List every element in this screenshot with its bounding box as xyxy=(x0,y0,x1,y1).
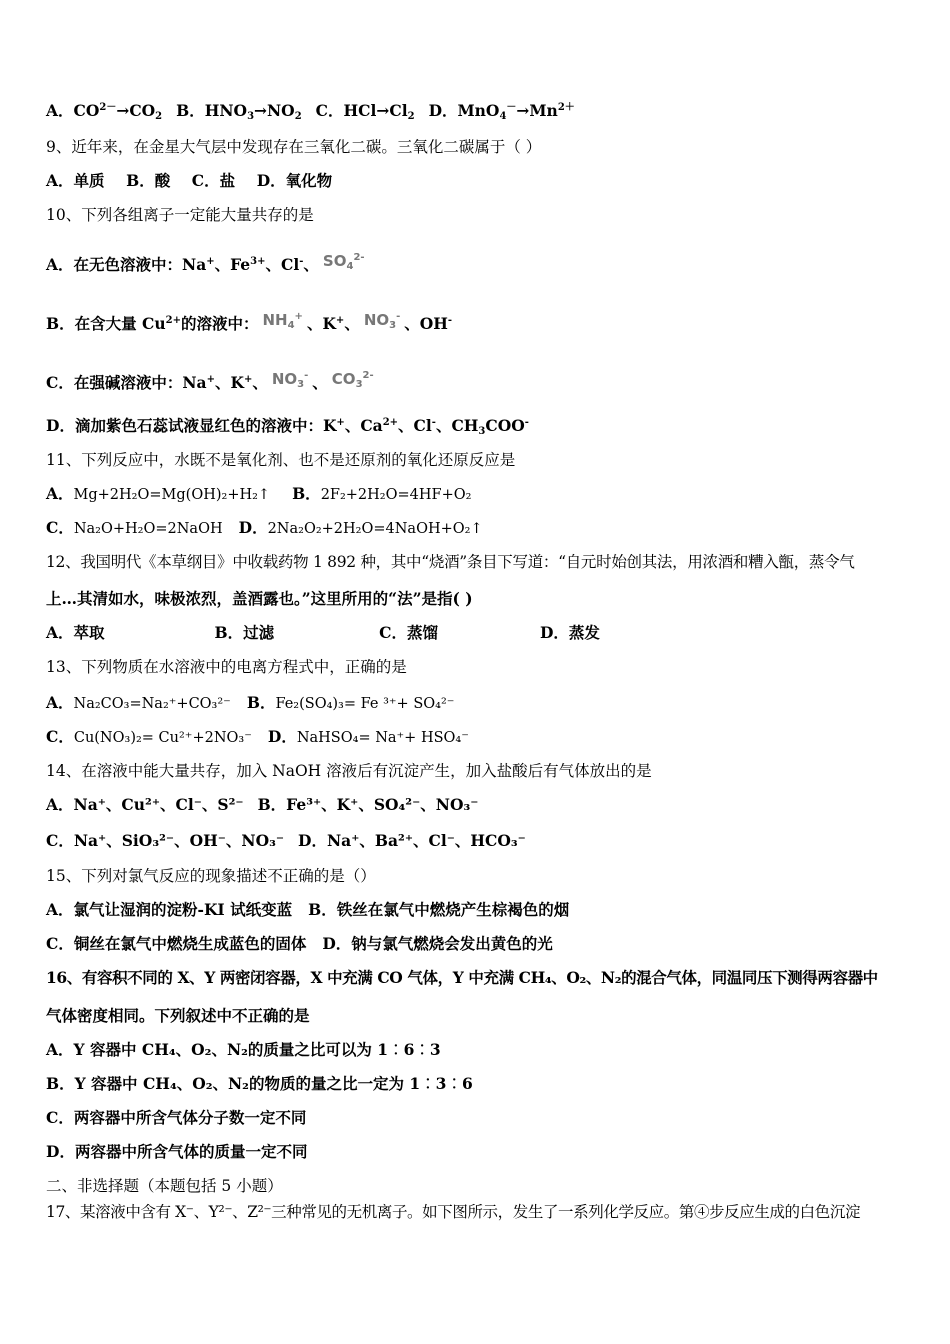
q16-stem-line-1: 16、有容积不同的 X、Y 两密闭容器，X 中充满 CO 气体，Y 中充满 CH₄、O₂、N₂的混合气体，同温同压下测得两容器中 xyxy=(46,968,878,987)
q17-stem: 17、某溶液中含有 X⁻、Y²⁻、Z²⁻三种常见的无机离子。如下图所示，发生了一系列化学反应。第④步反应生成的白色沉淀 xyxy=(46,1203,861,1221)
q13-option-b: Fe₂(SO₄)₃= Fe ³⁺+ SO₄²⁻ xyxy=(275,696,455,712)
q16-option-b: B．Y 容器中 CH₄、O₂、N₂的物质的量之比一定为 1︰3︰6 xyxy=(46,1074,473,1093)
q10-option-c: C．在强碱溶液中：Na+、K+、 $NO_3^-$ 、 $CO_3^{2-}$ xyxy=(46,370,374,392)
q12-option-b: B．过滤 xyxy=(214,623,275,642)
q10-option-d: D．滴加紫色石蕊试液显红色的溶液中：K+、$Ca^{2+}$、Cl-、$CH_3COO^-$ xyxy=(46,416,529,437)
q12-options xyxy=(46,623,600,643)
q12-stem-line-1: 12、我国明代《本草纲目》中收载药物 1 892 种，其中“烧酒”条目下写道：“自元时始创其法，用浓酒和糟入甑，蒸令气 xyxy=(46,553,855,571)
q8-option-c: C．HCl→Cl xyxy=(315,101,408,120)
q14-option-a: A．Na⁺、Cu²⁺、Cl⁻、S²⁻ xyxy=(46,795,244,814)
q11-option-c: Na₂O+H₂O=2NaOH xyxy=(73,521,223,537)
q15-option-c: C．铜丝在氯气中燃烧生成蓝色的固体 xyxy=(46,934,307,953)
q11-option-a: Mg+2H₂O=Mg(OH)₂+H₂↑ xyxy=(73,487,271,503)
q14-option-b: B．Fe³⁺、K⁺、SO₄²⁻、NO₃⁻ xyxy=(257,795,479,814)
q11-options-cd: C．Na₂O+H₂O=2NaOH D．2Na₂O₂+2H₂O=4NaOH+O₂↑ xyxy=(46,518,483,537)
q15-option-d: D．钠与氯气燃烧会发出黄色的光 xyxy=(322,934,553,953)
q15-option-b: B．铁丝在氯气中燃烧产生棕褐色的烟 xyxy=(308,900,570,919)
q14-options-ab xyxy=(46,795,478,815)
q8-option-d: D．MnO xyxy=(428,101,500,120)
q12-stem-line-2: 上…其清如水，味极浓烈，盖酒露也。”这里所用的“法”是指( ) xyxy=(46,589,473,608)
q8-option-b: B．HNO xyxy=(176,101,248,120)
q12-option-d: D．蒸发 xyxy=(539,623,600,642)
q13-option-d: NaHSO₄= Na⁺+ HSO₄⁻ xyxy=(296,730,469,746)
q13-options-ab: A．Na₂CO₃=Na₂⁺+CO₃²⁻ B．Fe₂(SO₄)₃= Fe ³⁺+ SO₄²⁻ xyxy=(46,693,455,712)
q11-options-ab: A．Mg+2H₂O=Mg(OH)₂+H₂↑ B．2F₂+2H₂O=4HF+O₂ xyxy=(46,484,472,503)
q9-stem: 9、近年来，在金星大气层中发现存在三氧化二碳。三氧化二碳属于（ ） xyxy=(46,138,542,156)
section-heading: 二、非选择题（本题包括 5 小题） xyxy=(46,1177,283,1195)
q14-options-cd xyxy=(46,831,526,851)
q13-option-a: Na₂CO₃=Na₂⁺+CO₃²⁻ xyxy=(73,696,231,712)
q11-stem: 11、下列反应中，水既不是氧化剂、也不是还原剂的氧化还原反应是 xyxy=(46,451,516,469)
carbonate-ion: $CO_3^{2-}$ xyxy=(331,370,374,390)
q13-options-cd: C．Cu(NO₃)₂= Cu²⁺+2NO₃⁻ D．NaHSO₄= Na⁺+ HSO₄⁻ xyxy=(46,727,469,746)
ammonium-ion: $NH_4^+$ xyxy=(262,311,303,331)
q12-option-c: C．蒸馏 xyxy=(379,623,438,642)
q13-stem: 13、下列物质在水溶液中的电离方程式中，正确的是 xyxy=(46,658,407,676)
q16-option-a: A．Y 容器中 CH₄、O₂、N₂的质量之比可以为 1︰6︰3 xyxy=(46,1040,441,1059)
q9-options: A．单质 B．酸 C．盐 D．氧化物 xyxy=(46,171,333,190)
q12-option-a: A．萃取 xyxy=(46,623,105,642)
q14-stem: 14、在溶液中能大量共存，加入 NaOH 溶液后有沉淀产生，加入盐酸后有气体放出的是 xyxy=(46,762,652,780)
q14-option-d: D．Na⁺、Ba²⁺、Cl⁻、HCO₃⁻ xyxy=(298,831,526,850)
q15-stem: 15、下列对氯气反应的现象描述不正确的是（） xyxy=(46,867,376,885)
q15-option-a: A．氯气让湿润的淀粉-KI 试纸变蓝 xyxy=(46,900,293,919)
q8-options: A．$CO^{2-}\to CO_2$ B．$HNO_3\to NO_2$ C．$HCl\to Cl_2$ D．$MnO_4^-\to Mn^{2+}$ xyxy=(46,101,575,122)
q10-stem: 10、下列各组离子一定能大量共存的是 xyxy=(46,206,314,224)
q8-option-a: A．CO xyxy=(46,101,100,120)
nitrate-ion: $NO_3^-$ xyxy=(271,370,309,390)
q16-option-d: D．两容器中所含气体的质量一定不同 xyxy=(46,1142,308,1161)
q10-option-b: B．在含大量 $Cu^{2+}$的溶液中： $NH_4^+$ 、K+、 $NO_3^-$ 、OH- xyxy=(46,311,453,333)
q15-options-ab xyxy=(46,900,569,920)
q16-stem-line-2: 气体密度相同。下列叙述中不正确的是 xyxy=(46,1006,310,1025)
q11-option-d: 2Na₂O₂+2H₂O=4NaOH+O₂↑ xyxy=(267,521,483,537)
q13-option-c: Cu(NO₃)₂= Cu²⁺+2NO₃⁻ xyxy=(73,730,252,746)
q11-option-b: 2F₂+2H₂O=4HF+O₂ xyxy=(320,487,472,503)
q14-option-c: C．Na⁺、SiO₃²⁻、OH⁻、NO₃⁻ xyxy=(46,831,285,850)
q16-option-c: C．两容器中所含气体分子数一定不同 xyxy=(46,1108,307,1127)
q10-option-a: A．在无色溶液中：Na+、$Fe^{3+}$、Cl-、 $SO_4^{2-}$ xyxy=(46,252,365,274)
q15-options-cd xyxy=(46,934,553,954)
sulfate-ion: $SO_4^{2-}$ xyxy=(322,252,365,272)
nitrate-ion: $NO_3^-$ xyxy=(363,311,401,331)
